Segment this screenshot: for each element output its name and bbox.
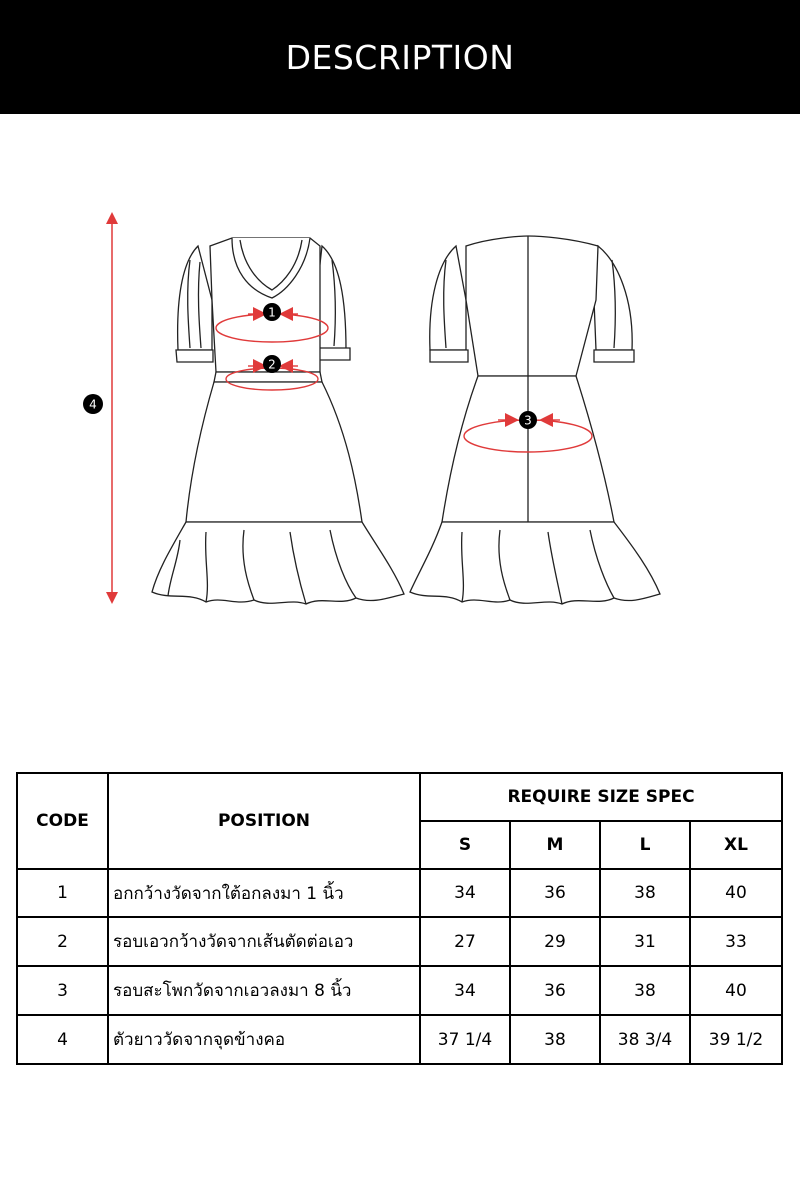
cell-position: รอบเอวกว้างวัดจากเส้นตัดต่อเอว xyxy=(108,917,420,966)
cell-value-l: 31 xyxy=(600,917,690,966)
svg-text:2: 2 xyxy=(268,357,276,372)
header-position: POSITION xyxy=(108,773,420,869)
svg-text:3: 3 xyxy=(524,413,532,428)
cell-position: อกกว้างวัดจากใต้อกลงมา 1 นิ้ว xyxy=(108,869,420,918)
cell-code: 1 xyxy=(17,869,108,918)
header-size-l: L xyxy=(600,821,690,869)
cell-position: รอบสะโพกวัดจากเอวลงมา 8 นิ้ว xyxy=(108,966,420,1015)
cell-code: 2 xyxy=(17,917,108,966)
front-dress-drawing xyxy=(152,238,404,604)
table-row xyxy=(17,917,782,966)
header-bar xyxy=(0,0,800,114)
cell-value-l: 38 xyxy=(600,966,690,1015)
cell-code: 4 xyxy=(17,1015,108,1064)
cell-value-xl: 40 xyxy=(690,869,782,918)
cell-value-xl: 39 1/2 xyxy=(690,1015,782,1064)
header-size-spec: REQUIRE SIZE SPEC xyxy=(420,773,782,821)
marker-1 xyxy=(263,303,281,321)
cell-position: ตัวยาววัดจากจุดข้างคอ xyxy=(108,1015,420,1064)
cell-value-m: 38 xyxy=(510,1015,600,1064)
cell-value-m: 36 xyxy=(510,966,600,1015)
cell-value-s: 37 1/4 xyxy=(420,1015,510,1064)
page-title: DESCRIPTION xyxy=(285,37,515,77)
cell-value-l: 38 xyxy=(600,869,690,918)
marker-4 xyxy=(83,394,103,414)
svg-text:4: 4 xyxy=(89,397,97,412)
header-size-s: S xyxy=(420,821,510,869)
cell-value-s: 34 xyxy=(420,966,510,1015)
table-row xyxy=(17,869,782,918)
cell-value-s: 27 xyxy=(420,917,510,966)
marker-3 xyxy=(519,411,537,429)
length-measure xyxy=(106,212,118,604)
dress-measurement-illustration xyxy=(0,114,800,714)
header-code: CODE xyxy=(17,773,108,869)
marker-2 xyxy=(263,355,281,373)
cell-value-l: 38 3/4 xyxy=(600,1015,690,1064)
header-size-m: M xyxy=(510,821,600,869)
table-row xyxy=(17,1015,782,1064)
svg-text:1: 1 xyxy=(268,305,276,320)
cell-code: 3 xyxy=(17,966,108,1015)
size-spec-table xyxy=(16,772,783,1065)
cell-value-m: 29 xyxy=(510,917,600,966)
cell-value-s: 34 xyxy=(420,869,510,918)
cell-value-m: 36 xyxy=(510,869,600,918)
table-row xyxy=(17,966,782,1015)
cell-value-xl: 40 xyxy=(690,966,782,1015)
cell-value-xl: 33 xyxy=(690,917,782,966)
header-size-xl: XL xyxy=(690,821,782,869)
